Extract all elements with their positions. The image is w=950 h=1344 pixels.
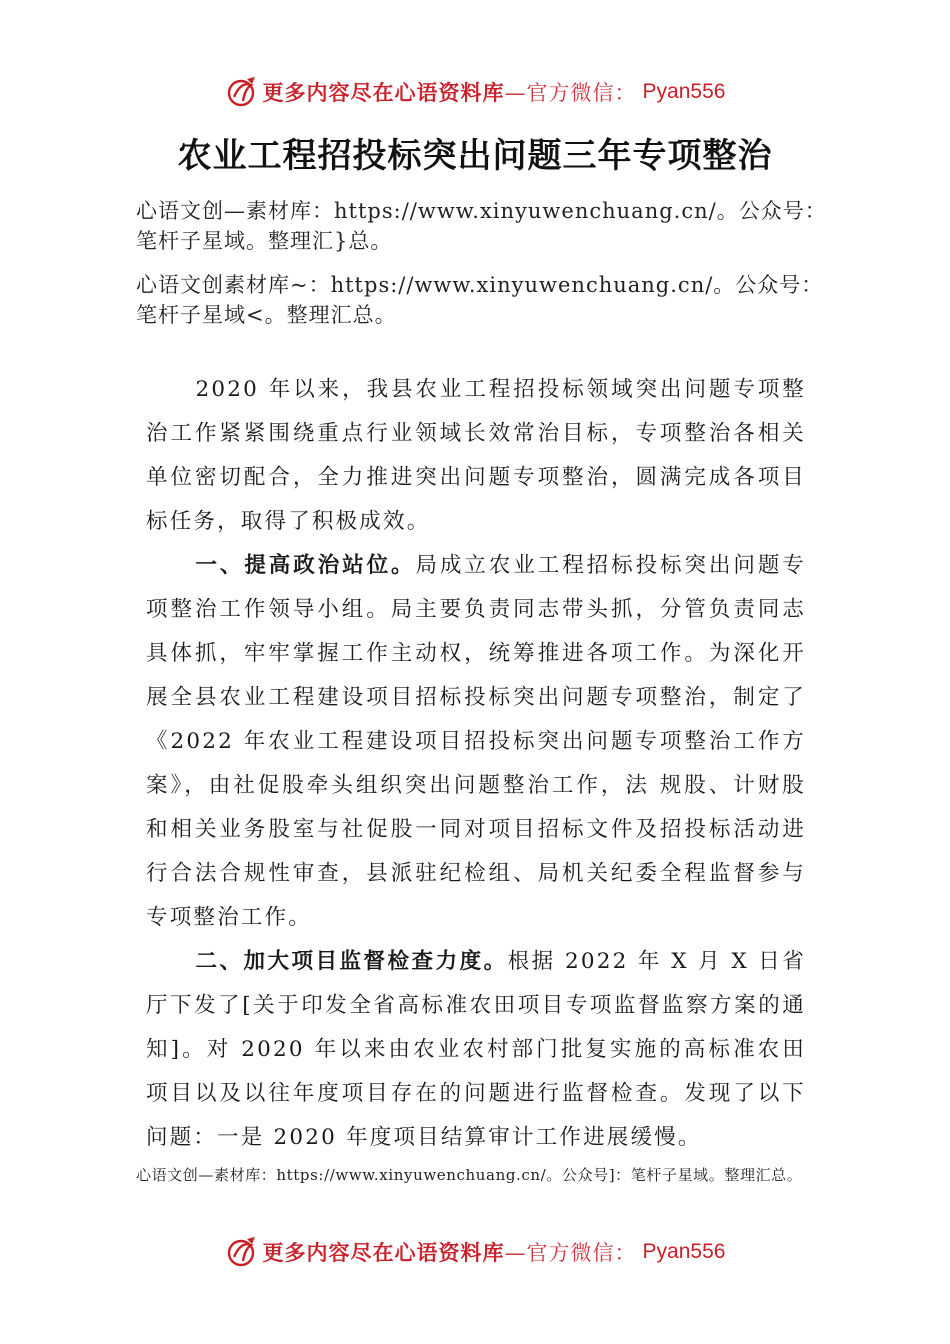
banner-wechat-id: Pyan556 [642,1240,726,1263]
document-body [146,368,806,1160]
footnote: 心语文创—素材库：https://www.xinyuwenchuang.cn/。公众号]：笔杆子星域。整理汇总。 [136,1166,803,1184]
logo-icon [225,75,259,109]
source-note-2: 心语文创素材库~：https://www.xinyuwenchuang.cn/。公众号：笔杆子星域<。整理汇总。 [136,273,824,327]
section-1-heading: 一、提高政治站位。 [195,553,416,578]
banner-promo-text: 更多内容尽在心语资料库 [262,81,505,105]
paragraph-section-1 [146,544,806,940]
section-2-heading: 二、加大项目监督检查力度。 [195,949,508,974]
banner-wechat-label: —官方微信： [504,81,637,105]
banner-wechat-label: —官方微信： [504,1241,637,1265]
banner-promo-text: 更多内容尽在心语资料库 [262,1241,505,1265]
paragraph-intro: 2020 年以来，我县农业工程招投标领域突出问题专项整治工作紧紧围绕重点行业领域长效常治目标，专项整治各相关单位密切配合，全力推进突出问题专项整治，圆满完成各项目标任务，取得了积极成效。 [146,377,806,534]
section-2-text: 根据 2022 年 X 月 X 日省厅下发了[关于印发全省高标准农田项目专项监督监察方案的通知]。对 2020 年以来由农业农村部门批复实施的高标准农田项目以及以往年度项目存在的问题进行监督检查。发现了以下问题：一是 2020 年度项目结算审计工作进展缓慢。 [146,949,807,1150]
header-banner [0,72,950,112]
paragraph-section-2 [146,940,806,1160]
page-title: 农业工程招投标突出问题三年专项整治 [177,136,773,176]
source-note-1: 心语文创—素材库：https://www.xinyuwenchuang.cn/。公众号：笔杆子星域。整理汇}总。 [136,199,827,253]
footer-banner [0,1232,950,1272]
banner-wechat-id: Pyan556 [642,80,726,103]
section-1-text: 局成立农业工程招标投标突出问题专项整治工作领导小组。局主要负责同志带头抓，分管负责同志具体抓，牢牢掌握工作主动权，统筹推进各项工作。为深化开展全县农业工程建设项目招标投标突出问题专项整治，制定了《2022 年农业工程建设项目招投标突出问题专项整治工作方案》，由社促股牵头组织突出问题整治工作，法 规股、计财股和相关业务股室与社促股一同对项目招标文件及招投标活动进行合法合规性审查，县派驻纪检组、局机关纪委全程监督参与专项整治工作。 [146,553,806,930]
logo-icon [225,1235,259,1269]
